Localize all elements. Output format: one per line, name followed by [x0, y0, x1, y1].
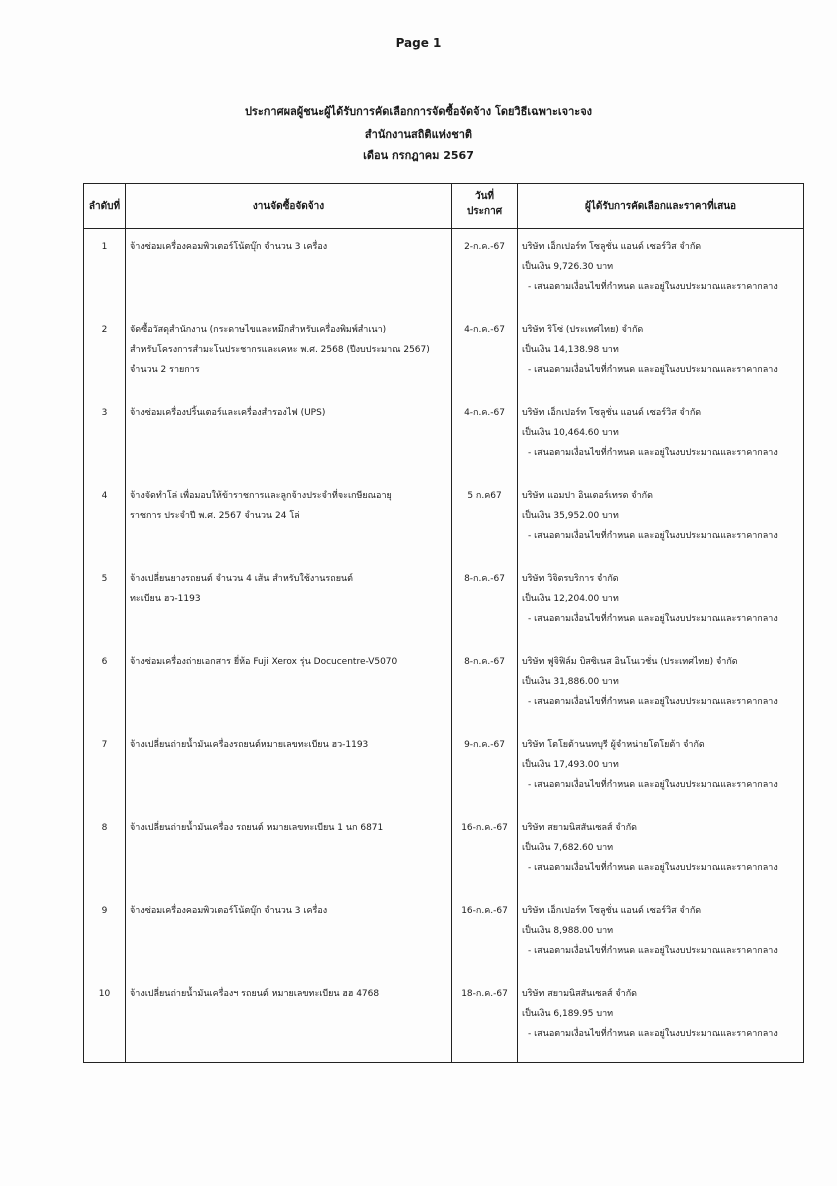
bid-condition: - เสนอตามเงื่อนไขที่กำหนด และอยู่ในงบประมาณและราคากลาง: [528, 365, 778, 375]
table-row: [84, 893, 804, 976]
winner-company: บริษัท เอ็กเปอร์ท โซลูชั่น แอนด์ เซอร์วิส จำกัด: [522, 242, 702, 252]
bid-condition: - เสนอตามเงื่อนไขที่กำหนด และอยู่ในงบประมาณและราคากลาง: [528, 946, 778, 956]
winner-company: บริษัท เอ็กเปอร์ท โซลูชั่น แอนด์ เซอร์วิส จำกัด: [522, 408, 702, 418]
announce-date: 16-ก.ค.-67: [452, 893, 518, 976]
row-number: 10: [84, 976, 126, 1063]
task-line: จัดซื้อวัสดุสำนักงาน (กระดาษไขและหมึกสำหรับเครื่องพิมพ์สำเนา): [130, 325, 387, 335]
winner-cell: [518, 312, 804, 395]
winner-cell: [518, 727, 804, 810]
table-row: [84, 395, 804, 478]
task-cell: [126, 893, 452, 976]
agency-name: สำนักงานสถิติแห่งชาติ: [364, 128, 473, 141]
task-cell: [126, 727, 452, 810]
bid-condition: - เสนอตามเงื่อนไขที่กำหนด และอยู่ในงบประมาณและราคากลาง: [528, 780, 778, 790]
task-line: จ้างซ่อมเครื่องคอมพิวเตอร์โน้ตบุ๊ก จำนวน 3 เครื่อง: [130, 906, 328, 916]
task-cell: [126, 312, 452, 395]
row-number: 1: [84, 229, 126, 313]
row-number: 7: [84, 727, 126, 810]
winner-cell: [518, 976, 804, 1063]
bid-condition: - เสนอตามเงื่อนไขที่กำหนด และอยู่ในงบประมาณและราคากลาง: [528, 1029, 778, 1039]
bid-amount: เป็นเงิน 6,189.95 บาท: [522, 1009, 614, 1019]
task-cell: [126, 561, 452, 644]
bid-amount: เป็นเงิน 9,726.30 บาท: [522, 262, 614, 272]
announce-date: 9-ก.ค.-67: [452, 727, 518, 810]
header-no: ลำดับที่: [84, 184, 126, 229]
task-line: จำนวน 2 รายการ: [130, 365, 200, 375]
bid-condition: - เสนอตามเงื่อนไขที่กำหนด และอยู่ในงบประมาณและราคากลาง: [528, 531, 778, 541]
row-number: 8: [84, 810, 126, 893]
bid-amount: เป็นเงิน 14,138.98 บาท: [522, 345, 619, 355]
announce-date: 4-ก.ค.-67: [452, 312, 518, 395]
table-row: [84, 727, 804, 810]
bid-amount: เป็นเงิน 7,682.60 บาท: [522, 843, 614, 853]
winner-company: บริษัท แอมปา อินเตอร์เทรด จำกัด: [522, 491, 653, 501]
bid-condition: - เสนอตามเงื่อนไขที่กำหนด และอยู่ในงบประมาณและราคากลาง: [528, 614, 778, 624]
row-number: 4: [84, 478, 126, 561]
task-cell: [126, 644, 452, 727]
bid-condition: - เสนอตามเงื่อนไขที่กำหนด และอยู่ในงบประมาณและราคากลาง: [528, 863, 778, 873]
task-line: จ้างเปลี่ยนยางรถยนต์ จำนวน 4 เส้น สำหรับใช้งานรถยนต์: [130, 574, 353, 584]
task-line: จ้างเปลี่ยนถ่ายน้ำมันเครื่องรถยนต์หมายเลขทะเบียน ฮว-1193: [130, 740, 369, 750]
winner-cell: [518, 893, 804, 976]
row-number: 9: [84, 893, 126, 976]
bid-amount: เป็นเงิน 10,464.60 บาท: [522, 428, 619, 438]
winner-company: บริษัท สยามนิสสันเซลส์ จำกัด: [522, 989, 637, 999]
task-line: จ้างซ่อมเครื่องคอมพิวเตอร์โน้ตบุ๊ก จำนวน 3 เครื่อง: [130, 242, 328, 252]
table-row: [84, 312, 804, 395]
task-cell: [126, 478, 452, 561]
task-line: จ้างจัดทำโล่ เพื่อมอบให้ข้าราชการและลูกจ้างประจำที่จะเกษียณอายุ: [130, 491, 392, 501]
task-line: จ้างซ่อมเครื่องถ่ายเอกสาร ยี่ห้อ Fuji Xerox รุ่น Docucentre-V5070: [130, 657, 398, 667]
table-row: [84, 561, 804, 644]
task-line: จ้างซ่อมเครื่องปริ้นเตอร์และเครื่องสำรองไฟ (UPS): [130, 408, 326, 418]
task-cell: [126, 976, 452, 1063]
task-cell: [126, 395, 452, 478]
table-row: [84, 644, 804, 727]
winner-cell: [518, 478, 804, 561]
task-line: ทะเบียน ฮว-1193: [130, 594, 201, 604]
winner-company: บริษัท สยามนิสสันเซลส์ จำกัด: [522, 823, 637, 833]
announce-date: 5 ก.ค67: [452, 478, 518, 561]
bid-condition: - เสนอตามเงื่อนไขที่กำหนด และอยู่ในงบประมาณและราคากลาง: [528, 448, 778, 458]
task-line: ราชการ ประจำปี พ.ศ. 2567 จำนวน 24 โล่: [130, 511, 300, 521]
winner-company: บริษัท วิจิตรบริการ จำกัด: [522, 574, 619, 584]
winner-company: บริษัท โตโยต้านนทบุรี ผู้จำหน่ายโตโยต้า จำกัด: [522, 740, 705, 750]
winner-cell: [518, 395, 804, 478]
bid-amount: เป็นเงิน 12,204.00 บาท: [522, 594, 619, 604]
winner-cell: [518, 229, 804, 313]
header-winner: ผู้ได้รับการคัดเลือกและราคาที่เสนอ: [518, 184, 804, 229]
table-row: [84, 478, 804, 561]
announce-date: 2-ก.ค.-67: [452, 229, 518, 313]
table-header-row: [84, 184, 804, 229]
table-body: [84, 229, 804, 1063]
announce-date: 8-ก.ค.-67: [452, 644, 518, 727]
bid-amount: เป็นเงิน 8,988.00 บาท: [522, 926, 614, 936]
bid-condition: - เสนอตามเงื่อนไขที่กำหนด และอยู่ในงบประมาณและราคากลาง: [528, 697, 778, 707]
winner-company: บริษัท ฟูจิฟิล์ม บิสซิเนส อินโนเวชั่น (ประเทศไทย) จำกัด: [522, 657, 738, 667]
row-number: 3: [84, 395, 126, 478]
task-line: สำหรับโครงการสำมะโนประชากรและเคหะ พ.ศ. 2568 (ปีงบประมาณ 2567): [130, 345, 430, 355]
bid-amount: เป็นเงิน 17,493.00 บาท: [522, 760, 619, 770]
table-row: [84, 810, 804, 893]
task-line: จ้างเปลี่ยนถ่ายน้ำมันเครื่อง รถยนต์ หมายเลขทะเบียน 1 นก 6871: [130, 823, 384, 833]
winner-cell: [518, 810, 804, 893]
table-row: [84, 229, 804, 313]
bid-amount: เป็นเงิน 35,952.00 บาท: [522, 511, 619, 521]
procurement-results-table: [83, 183, 804, 1063]
bid-condition: - เสนอตามเงื่อนไขที่กำหนด และอยู่ในงบประมาณและราคากลาง: [528, 282, 778, 292]
table-row: [84, 976, 804, 1063]
winner-company: บริษัท ริโซ่ (ประเทศไทย) จำกัด: [522, 325, 644, 335]
row-number: 2: [84, 312, 126, 395]
announcement-title: ประกาศผลผู้ชนะผู้ได้รับการคัดเลือกการจัดซื้อจัดจ้าง โดยวิธีเฉพาะเจาะจง: [244, 105, 593, 118]
header-date: วันที่ ประกาศ: [452, 184, 518, 229]
task-cell: [126, 229, 452, 313]
winner-cell: [518, 644, 804, 727]
task-line: จ้างเปลี่ยนถ่ายน้ำมันเครื่องฯ รถยนต์ หมายเลขทะเบียน ฮฮ 4768: [130, 989, 380, 999]
row-number: 5: [84, 561, 126, 644]
announce-date: 18-ก.ค.-67: [452, 976, 518, 1063]
announce-date: 4-ก.ค.-67: [452, 395, 518, 478]
bid-amount: เป็นเงิน 31,886.00 บาท: [522, 677, 619, 687]
winner-cell: [518, 561, 804, 644]
winner-company: บริษัท เอ็กเปอร์ท โซลูชั่น แอนด์ เซอร์วิส จำกัด: [522, 906, 702, 916]
announce-date: 8-ก.ค.-67: [452, 561, 518, 644]
header-task: งานจัดซื้อจัดจ้าง: [126, 184, 452, 229]
announce-date: 16-ก.ค.-67: [452, 810, 518, 893]
announcement-month: เดือน กรกฎาคม 2567: [363, 149, 474, 162]
page-label: Page 1: [395, 36, 442, 50]
task-cell: [126, 810, 452, 893]
row-number: 6: [84, 644, 126, 727]
